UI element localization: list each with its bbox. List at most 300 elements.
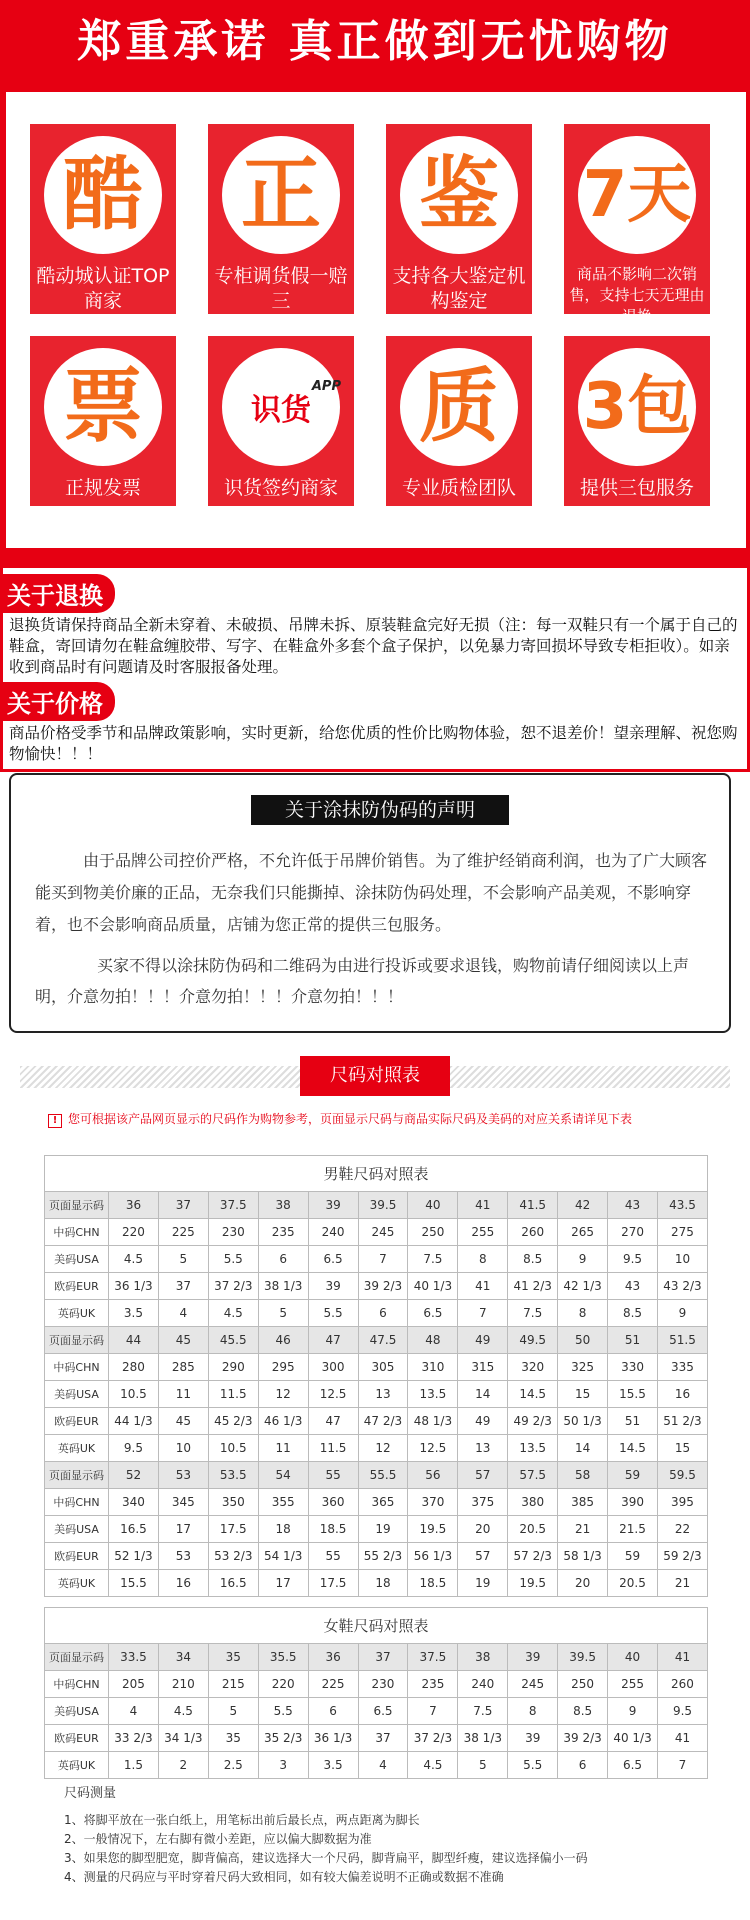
table-cell: 57.5 [508, 1462, 558, 1489]
table-cell: 12.5 [408, 1435, 458, 1462]
table-row [45, 1462, 708, 1489]
table-cell: 18 [258, 1516, 308, 1543]
table-cell: 275 [657, 1219, 707, 1246]
table-cell: 34 1/3 [158, 1725, 208, 1752]
row-label-cell: 英码UK [45, 1752, 109, 1779]
table-cell: 6.5 [358, 1698, 408, 1725]
table-cell: 8 [558, 1300, 608, 1327]
table-cell: 59 [608, 1462, 658, 1489]
table-cell: 7.5 [508, 1300, 558, 1327]
table-cell: 225 [158, 1219, 208, 1246]
table-cell: 21.5 [608, 1516, 658, 1543]
table-cell: 36 1/3 [109, 1273, 159, 1300]
table-cell: 59 [608, 1543, 658, 1570]
table-cell: 290 [208, 1354, 258, 1381]
table-cell: 51 [608, 1327, 658, 1354]
table-cell: 12 [358, 1435, 408, 1462]
table-cell: 250 [408, 1219, 458, 1246]
table-cell: 33 2/3 [109, 1725, 159, 1752]
table-row [45, 1725, 708, 1752]
table-cell: 205 [109, 1671, 159, 1698]
table-cell: 14.5 [508, 1381, 558, 1408]
tile-circle [44, 348, 162, 466]
table-cell: 12 [258, 1381, 308, 1408]
table-cell: 235 [258, 1219, 308, 1246]
table-cell: 9.5 [109, 1435, 159, 1462]
declaration-title: 关于涂抹防伪码的声明 [251, 795, 509, 825]
table-cell: 44 [109, 1327, 159, 1354]
row-label-cell: 中码CHN [45, 1489, 109, 1516]
table-cell: 5 [158, 1246, 208, 1273]
table-cell: 38 [458, 1644, 508, 1671]
table-cell: 10.5 [208, 1435, 258, 1462]
table-cell: 55 [308, 1543, 358, 1570]
table-cell: 58 1/3 [558, 1543, 608, 1570]
tile-label: 正规发票 [64, 477, 141, 499]
table-cell: 39 [508, 1644, 558, 1671]
table-row [45, 1192, 708, 1219]
table-cell: 19.5 [508, 1570, 558, 1597]
tile-label: 提供三包服务 [579, 477, 694, 499]
table-cell: 12.5 [308, 1381, 358, 1408]
table-cell: 37 [158, 1273, 208, 1300]
promise-banner [0, 0, 750, 568]
table-cell: 20.5 [608, 1570, 658, 1597]
men-size-table [44, 1155, 708, 1597]
table-cell: 210 [158, 1671, 208, 1698]
table-cell: 59 2/3 [657, 1543, 707, 1570]
table-cell: 43.5 [657, 1192, 707, 1219]
measure-item: 2、一般情况下，左右脚有微小差距，应以偏大脚数据为准 [64, 1832, 372, 1846]
men-table-grid [44, 1191, 708, 1597]
table-cell: 47 [308, 1408, 358, 1435]
declaration-paragraph-1: 由于品牌公司控价严格，不允许低于吊牌价销售。为了维护经销商利润，也为了广大顾客能买到物美价廉的正品，无奈我们只能撕掉、涂抹防伪码处理，不会影响产品美观，不影响穿着，也不会影响商品质量，店铺为您正常的提供三包服务。 [35, 851, 708, 934]
table-cell: 15 [657, 1435, 707, 1462]
table-cell: 40 1/3 [408, 1273, 458, 1300]
table-cell: 235 [408, 1671, 458, 1698]
table-cell: 3.5 [109, 1300, 159, 1327]
table-cell: 230 [208, 1219, 258, 1246]
table-cell: 37 [158, 1192, 208, 1219]
table-cell: 43 [608, 1273, 658, 1300]
returns-heading: 关于退换 [3, 574, 115, 613]
table-cell: 17.5 [308, 1570, 358, 1597]
table-cell: 57 [458, 1462, 508, 1489]
table-cell: 350 [208, 1489, 258, 1516]
table-cell: 255 [608, 1671, 658, 1698]
row-label-cell: 美码USA [45, 1516, 109, 1543]
table-cell: 41 [458, 1192, 508, 1219]
table-cell: 5.5 [508, 1752, 558, 1779]
table-cell: 310 [408, 1354, 458, 1381]
table-cell: 18.5 [308, 1516, 358, 1543]
table-cell: 250 [558, 1671, 608, 1698]
table-cell: 37 2/3 [408, 1725, 458, 1752]
table-cell: 330 [608, 1354, 658, 1381]
table-cell: 245 [358, 1219, 408, 1246]
table-cell: 39 [308, 1192, 358, 1219]
tile-glyph: 7天 [582, 158, 692, 232]
table-cell: 240 [458, 1671, 508, 1698]
table-cell: 9.5 [608, 1246, 658, 1273]
table-cell: 8.5 [558, 1698, 608, 1725]
row-label-cell: 中码CHN [45, 1354, 109, 1381]
table-cell: 11 [158, 1381, 208, 1408]
table-cell: 41 [657, 1644, 707, 1671]
row-label-cell: 欧码EUR [45, 1273, 109, 1300]
hatch-left [20, 1066, 300, 1088]
table-row [45, 1543, 708, 1570]
table-cell: 6 [358, 1300, 408, 1327]
table-cell: 53.5 [208, 1462, 258, 1489]
promise-title: 郑重承诺 真正做到无忧购物 [77, 16, 673, 67]
table-cell: 54 [258, 1462, 308, 1489]
table-cell: 6.5 [608, 1752, 658, 1779]
table-cell: 38 1/3 [458, 1725, 508, 1752]
table-cell: 7 [458, 1300, 508, 1327]
table-cell: 9 [558, 1246, 608, 1273]
table-cell: 52 1/3 [109, 1543, 159, 1570]
table-cell: 49 [458, 1327, 508, 1354]
table-cell: 365 [358, 1489, 408, 1516]
table-cell: 39 [508, 1725, 558, 1752]
table-row [45, 1698, 708, 1725]
table-cell: 42 1/3 [558, 1273, 608, 1300]
table-cell: 13.5 [408, 1381, 458, 1408]
table-row [45, 1570, 708, 1597]
table-cell: 50 [558, 1327, 608, 1354]
table-cell: 7.5 [408, 1246, 458, 1273]
table-cell: 375 [458, 1489, 508, 1516]
row-label-cell: 美码USA [45, 1381, 109, 1408]
table-cell: 255 [458, 1219, 508, 1246]
tile-label: 商品不影响二次销售，支持七天无理由退换 [569, 265, 705, 325]
row-label-cell: 页面显示码 [45, 1644, 109, 1671]
table-cell: 33.5 [109, 1644, 159, 1671]
table-cell: 355 [258, 1489, 308, 1516]
table-cell: 14 [458, 1381, 508, 1408]
table-cell: 51 2/3 [657, 1408, 707, 1435]
table-cell: 15.5 [608, 1381, 658, 1408]
table-cell: 5 [258, 1300, 308, 1327]
tile-circle [222, 136, 340, 254]
table-cell: 56 1/3 [408, 1543, 458, 1570]
table-cell: 41 [458, 1273, 508, 1300]
tile-circle [400, 348, 518, 466]
size-chart-title: 尺码对照表 [300, 1056, 450, 1096]
table-cell: 16 [158, 1570, 208, 1597]
table-cell: 38 1/3 [258, 1273, 308, 1300]
table-cell: 6 [258, 1246, 308, 1273]
tile-circle [44, 136, 162, 254]
table-cell: 6 [558, 1752, 608, 1779]
table-cell: 4.5 [408, 1752, 458, 1779]
size-chart-note [48, 1110, 728, 1128]
table-cell: 10.5 [109, 1381, 159, 1408]
table-cell: 7.5 [458, 1698, 508, 1725]
table-cell: 36 [308, 1644, 358, 1671]
table-cell: 6 [308, 1698, 358, 1725]
table-cell: 300 [308, 1354, 358, 1381]
row-label-cell: 页面显示码 [45, 1192, 109, 1219]
table-cell: 36 1/3 [308, 1725, 358, 1752]
measure-item: 3、如果您的脚型肥宽，脚背偏高，建议选择大一个尺码，脚背扁平，脚型纤瘦，建议选择偏小一码 [64, 1851, 588, 1865]
table-cell: 5.5 [258, 1698, 308, 1725]
row-label-cell: 美码USA [45, 1698, 109, 1725]
table-cell: 45 2/3 [208, 1408, 258, 1435]
women-table-title: 女鞋尺码对照表 [44, 1607, 708, 1643]
table-cell: 47 2/3 [358, 1408, 408, 1435]
table-cell: 18 [358, 1570, 408, 1597]
table-cell: 10 [657, 1246, 707, 1273]
table-cell: 380 [508, 1489, 558, 1516]
shihuo-app-logo: 识货 APP [251, 379, 341, 428]
table-cell: 395 [657, 1489, 707, 1516]
table-cell: 37 [358, 1644, 408, 1671]
table-cell: 20 [558, 1570, 608, 1597]
table-cell: 37 [358, 1725, 408, 1752]
table-cell: 19 [358, 1516, 408, 1543]
table-cell: 42 [558, 1192, 608, 1219]
table-cell: 41 2/3 [508, 1273, 558, 1300]
table-cell: 19 [458, 1570, 508, 1597]
table-cell: 7 [358, 1246, 408, 1273]
table-cell: 1.5 [109, 1752, 159, 1779]
table-cell: 7 [657, 1752, 707, 1779]
table-cell: 46 1/3 [258, 1408, 308, 1435]
table-cell: 6.5 [408, 1300, 458, 1327]
measure-tips [64, 1784, 696, 1887]
tile-glyph: 质 [419, 360, 499, 453]
promise-tile-shihuo [208, 336, 354, 506]
table-cell: 5 [208, 1698, 258, 1725]
size-chart-note-text: 您可根据该产品网页显示的尺码作为购物参考，页面显示尺码与商品实际尺码及美码的对应关系请详见下表 [68, 1112, 633, 1126]
table-cell: 20 [458, 1516, 508, 1543]
table-cell: 53 [158, 1543, 208, 1570]
table-cell: 280 [109, 1354, 159, 1381]
price-text: 商品价格受季节和品牌政策影响，实时更新，给您优质的性价比购物体验，恕不退差价！望亲理解、祝您购物愉快！！！ [0, 721, 750, 769]
table-cell: 37.5 [208, 1192, 258, 1219]
table-cell: 35 [208, 1644, 258, 1671]
table-cell: 335 [657, 1354, 707, 1381]
table-cell: 45 [158, 1408, 208, 1435]
table-cell: 220 [109, 1219, 159, 1246]
table-cell: 20.5 [508, 1516, 558, 1543]
table-cell: 220 [258, 1671, 308, 1698]
table-cell: 53 2/3 [208, 1543, 258, 1570]
table-cell: 295 [258, 1354, 308, 1381]
table-cell: 215 [208, 1671, 258, 1698]
table-cell: 340 [109, 1489, 159, 1516]
table-cell: 38 [258, 1192, 308, 1219]
tile-circle [222, 348, 340, 466]
table-cell: 39.5 [358, 1192, 408, 1219]
table-row [45, 1752, 708, 1779]
table-cell: 305 [358, 1354, 408, 1381]
tile-circle [578, 348, 696, 466]
tile-glyph: 鉴 [419, 148, 499, 241]
table-cell: 315 [458, 1354, 508, 1381]
table-cell: 59.5 [657, 1462, 707, 1489]
table-cell: 35 [208, 1725, 258, 1752]
tile-glyph: 票 [63, 360, 143, 453]
tile-circle [578, 136, 696, 254]
tile-label: 专业质检团队 [401, 477, 516, 499]
table-cell: 39 [308, 1273, 358, 1300]
row-label-cell: 欧码EUR [45, 1543, 109, 1570]
table-cell: 58 [558, 1462, 608, 1489]
tile-label: 识货签约商家 [223, 477, 338, 499]
promise-tile-cool [30, 124, 176, 314]
table-cell: 5 [458, 1752, 508, 1779]
table-cell: 46 [258, 1327, 308, 1354]
table-cell: 55 [308, 1462, 358, 1489]
table-cell: 345 [158, 1489, 208, 1516]
table-row [45, 1516, 708, 1543]
table-cell: 16.5 [109, 1516, 159, 1543]
table-cell: 9.5 [657, 1698, 707, 1725]
table-cell: 15.5 [109, 1570, 159, 1597]
table-cell: 53 [158, 1462, 208, 1489]
table-cell: 41.5 [508, 1192, 558, 1219]
table-cell: 57 [458, 1543, 508, 1570]
table-cell: 5.5 [208, 1246, 258, 1273]
row-label-cell: 中码CHN [45, 1219, 109, 1246]
table-cell: 44 1/3 [109, 1408, 159, 1435]
table-cell: 39 2/3 [558, 1725, 608, 1752]
table-cell: 43 [608, 1192, 658, 1219]
table-cell: 17 [258, 1570, 308, 1597]
table-cell: 17 [158, 1516, 208, 1543]
table-cell: 2 [158, 1752, 208, 1779]
declaration-paragraph-2: 买家不得以涂抹防伪码和二维码为由进行投诉或要求退钱，购物前请仔细阅读以上声明，介意勿拍！！！介意勿拍！！！介意勿拍！！！ [35, 956, 690, 1006]
table-cell: 14.5 [608, 1435, 658, 1462]
size-chart-header [0, 1052, 750, 1102]
table-cell: 225 [308, 1671, 358, 1698]
women-size-table [44, 1607, 708, 1779]
tile-label: 专柜调货假一赔三 [214, 265, 348, 312]
table-cell: 260 [508, 1219, 558, 1246]
table-cell: 265 [558, 1219, 608, 1246]
table-cell: 8 [458, 1246, 508, 1273]
table-cell: 9 [657, 1300, 707, 1327]
table-cell: 55 2/3 [358, 1543, 408, 1570]
table-cell: 55.5 [358, 1462, 408, 1489]
table-cell: 230 [358, 1671, 408, 1698]
policy-section [0, 568, 750, 768]
tile-label: 支持各大鉴定机构鉴定 [392, 265, 526, 312]
price-heading: 关于价格 [3, 682, 115, 721]
table-row [45, 1273, 708, 1300]
table-cell: 4.5 [158, 1698, 208, 1725]
table-cell: 14 [558, 1435, 608, 1462]
table-cell: 325 [558, 1354, 608, 1381]
table-cell: 39 2/3 [358, 1273, 408, 1300]
tile-glyph: 3包 [582, 370, 692, 444]
promise-tile-quality [386, 336, 532, 506]
tile-glyph: 正 [241, 148, 321, 241]
table-cell: 39.5 [558, 1644, 608, 1671]
table-cell: 3 [258, 1752, 308, 1779]
table-cell: 19.5 [408, 1516, 458, 1543]
table-cell: 45 [158, 1327, 208, 1354]
table-cell: 245 [508, 1671, 558, 1698]
table-cell: 385 [558, 1489, 608, 1516]
table-cell: 320 [508, 1354, 558, 1381]
table-row [45, 1300, 708, 1327]
promise-tile-warranty [564, 336, 710, 506]
women-table-grid [44, 1643, 708, 1779]
table-cell: 56 [408, 1462, 458, 1489]
table-cell: 2.5 [208, 1752, 258, 1779]
table-cell: 51 [608, 1408, 658, 1435]
table-cell: 11 [258, 1435, 308, 1462]
table-cell: 45.5 [208, 1327, 258, 1354]
table-row [45, 1381, 708, 1408]
table-cell: 285 [158, 1354, 208, 1381]
table-cell: 390 [608, 1489, 658, 1516]
table-cell: 4 [158, 1300, 208, 1327]
table-row [45, 1671, 708, 1698]
table-cell: 40 [608, 1644, 658, 1671]
table-cell: 48 1/3 [408, 1408, 458, 1435]
table-cell: 270 [608, 1219, 658, 1246]
table-cell: 49 [458, 1408, 508, 1435]
table-cell: 11.5 [208, 1381, 258, 1408]
hatch-right [450, 1066, 730, 1088]
returns-text: 退换货请保持商品全新未穿着、未破损、吊牌未拆、原装鞋盒完好无损（注：每一双鞋只有一个属于自己的鞋盒，寄回请勿在鞋盒缠胶带、写字、在鞋盒外多套个盒子保护，以免暴力寄回损坏导致专柜拒收）。如亲收到商品时有问题请及时客服报备处理。 [0, 613, 750, 682]
table-row [45, 1435, 708, 1462]
table-cell: 35 2/3 [258, 1725, 308, 1752]
table-cell: 40 [408, 1192, 458, 1219]
table-cell: 7 [408, 1698, 458, 1725]
row-label-cell: 页面显示码 [45, 1327, 109, 1354]
table-cell: 3.5 [308, 1752, 358, 1779]
table-row [45, 1246, 708, 1273]
promise-tile-appraisal [386, 124, 532, 314]
table-row [45, 1219, 708, 1246]
table-cell: 8.5 [508, 1246, 558, 1273]
table-cell: 34 [158, 1644, 208, 1671]
table-cell: 8.5 [608, 1300, 658, 1327]
tile-glyph: 酷 [63, 148, 143, 241]
table-cell: 51.5 [657, 1327, 707, 1354]
policy-wrap [0, 568, 750, 772]
table-cell: 41 [657, 1725, 707, 1752]
table-cell: 13.5 [508, 1435, 558, 1462]
table-cell: 9 [608, 1698, 658, 1725]
table-cell: 35.5 [258, 1644, 308, 1671]
table-cell: 21 [558, 1516, 608, 1543]
table-cell: 4 [358, 1752, 408, 1779]
measure-title: 尺码测量 [64, 1786, 117, 1801]
table-cell: 4.5 [208, 1300, 258, 1327]
table-cell: 4 [109, 1698, 159, 1725]
table-row [45, 1644, 708, 1671]
tile-circle [400, 136, 518, 254]
table-cell: 260 [657, 1671, 707, 1698]
table-cell: 49 2/3 [508, 1408, 558, 1435]
table-cell: 13 [358, 1381, 408, 1408]
promise-tile-invoice [30, 336, 176, 506]
table-cell: 50 1/3 [558, 1408, 608, 1435]
table-cell: 43 2/3 [657, 1273, 707, 1300]
table-row [45, 1354, 708, 1381]
table-cell: 240 [308, 1219, 358, 1246]
table-row [45, 1327, 708, 1354]
table-cell: 49.5 [508, 1327, 558, 1354]
table-cell: 6.5 [308, 1246, 358, 1273]
